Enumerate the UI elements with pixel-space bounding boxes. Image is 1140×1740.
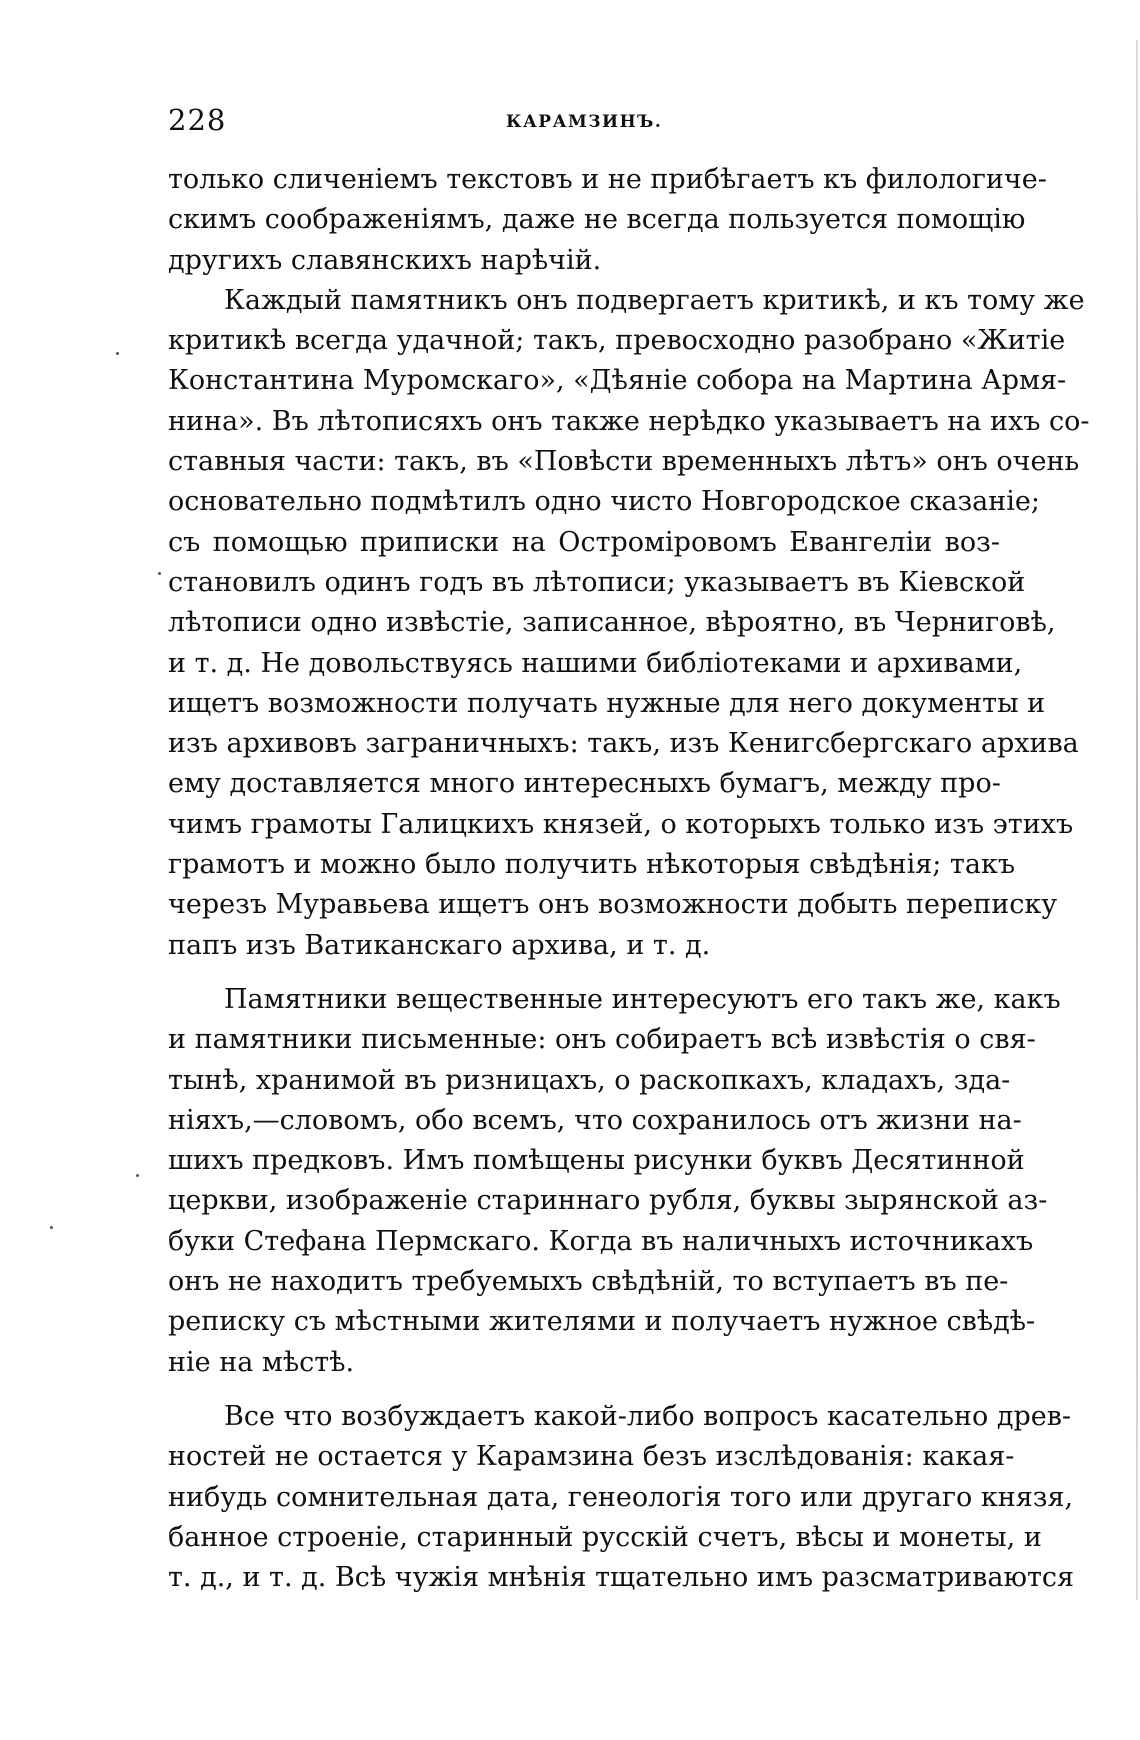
paragraph-4 (168, 1397, 1075, 1598)
text-line: ностей не остается у Карамзина безъ изслѣдованія: какая- (168, 1441, 1015, 1473)
page-number: 228 (168, 103, 227, 137)
text-line: другихъ славянскихъ нарѣчій. (168, 244, 602, 276)
scan-speck (50, 1226, 53, 1229)
text-line: скимъ соображеніямъ, даже не всегда пользуется помощію (168, 204, 1026, 236)
text-line: черезъ Муравьева ищетъ онъ возможности добыть переписку (168, 889, 1058, 921)
text-line: Памятники вещественные интересуютъ его такъ же, какъ (224, 983, 1061, 1015)
text-line: Каждый памятникъ онъ подвергаетъ критикѣ, и къ тому же (224, 284, 1085, 316)
page-edge-shadow (1136, 40, 1138, 1600)
text-line: Все что возбуждаетъ какой-либо вопросъ касательно древ- (224, 1400, 1072, 1432)
paragraph-gap (168, 966, 1000, 980)
scan-speck (158, 572, 161, 575)
text-line: ставныя части: такъ, въ «Повѣсти временныхъ лѣтъ» онъ очень (168, 446, 1080, 478)
body-text (168, 160, 1090, 1598)
paragraph-1 (168, 160, 1047, 281)
scan-speck (116, 352, 119, 355)
text-line: реписку съ мѣстными жителями и получаетъ нужное свѣдѣ- (168, 1306, 1036, 1338)
text-line: ищетъ возможности получать нужные для него документы и (168, 687, 1046, 719)
text-line: т. д., и т. д. Всѣ чужія мнѣнія тщательно имъ разсматриваются (168, 1562, 1075, 1594)
running-title: КАРАМЗИНЪ. (506, 112, 663, 132)
text-line: и т. д. Не довольствуясь нашими библіотеками и архивами, (168, 647, 1023, 679)
text-line: нибудь сомнительная дата, генеологія того или другаго князя, (168, 1481, 1074, 1513)
text-line: становилъ одинъ годъ въ лѣтописи; указываетъ въ Кіевской (168, 566, 1026, 598)
text-line: основательно подмѣтилъ одно чисто Новгородское сказаніе; (168, 486, 1040, 518)
text-line: изъ архивовъ заграничныхъ: такъ, изъ Кенигсбергскаго архива (168, 728, 1079, 760)
text-line: ніе на мѣстѣ. (168, 1346, 355, 1378)
page-header (168, 103, 1000, 143)
text-line: церкви, изображеніе стариннаго рубля, буквы зырянской аз- (168, 1185, 1048, 1217)
text-line: онъ не находитъ требуемыхъ свѣдѣній, то вступаетъ въ пе- (168, 1266, 1009, 1298)
text-line: тынѣ, хранимой въ ризницахъ, о раскопкахъ, кладахъ, зда- (168, 1064, 1011, 1096)
text-line: шихъ предковъ. Имъ помѣщены рисунки буквъ Десятинной (168, 1145, 1025, 1177)
paragraph-3 (168, 980, 1061, 1383)
text-line: грамотъ и можно было получить нѣкоторыя свѣдѣнія; такъ (168, 849, 1016, 881)
text-line: Константина Муромскаго», «Дѣяніе собора на Мартина Армя- (168, 365, 1067, 397)
text-line: буки Стефана Пермскаго. Когда въ наличныхъ источникахъ (168, 1225, 1034, 1257)
text-line: нина». Въ лѣтописяхъ онъ также нерѣдко указываетъ на ихъ со- (168, 405, 1090, 437)
text-line: лѣтописи одно извѣстіе, записанное, вѣроятно, въ Черниговѣ, (168, 607, 1056, 639)
text-line: папъ изъ Ватиканскаго архива, и т. д. (168, 929, 711, 961)
text-line: критикѣ всегда удачной; такъ, превосходно разобрано «Житіе (168, 325, 1066, 357)
text-line: чимъ грамоты Галицкихъ князей, о которыхъ только изъ этихъ (168, 808, 1074, 840)
text-line: банное строеніе, старинный русскій счетъ, вѣсы и монеты, и (168, 1521, 1042, 1553)
text-line: съ помощью приписки на Остроміровомъ Евангеліи воз- (168, 526, 1000, 558)
paragraph-2 (168, 281, 1090, 966)
text-line: ему доставляется много интересныхъ бумагъ, между про- (168, 768, 1001, 800)
text-line: ніяхъ,—словомъ, обо всемъ, что сохранилось отъ жизни на- (168, 1104, 1022, 1136)
scan-speck (136, 1174, 139, 1177)
paragraph-gap (168, 1383, 1000, 1397)
text-line: и памятники письменные: онъ собираетъ всѣ извѣстія о свя- (168, 1024, 1036, 1056)
text-line: только сличеніемъ текстовъ и не прибѣгаетъ къ филологиче- (168, 164, 1047, 195)
